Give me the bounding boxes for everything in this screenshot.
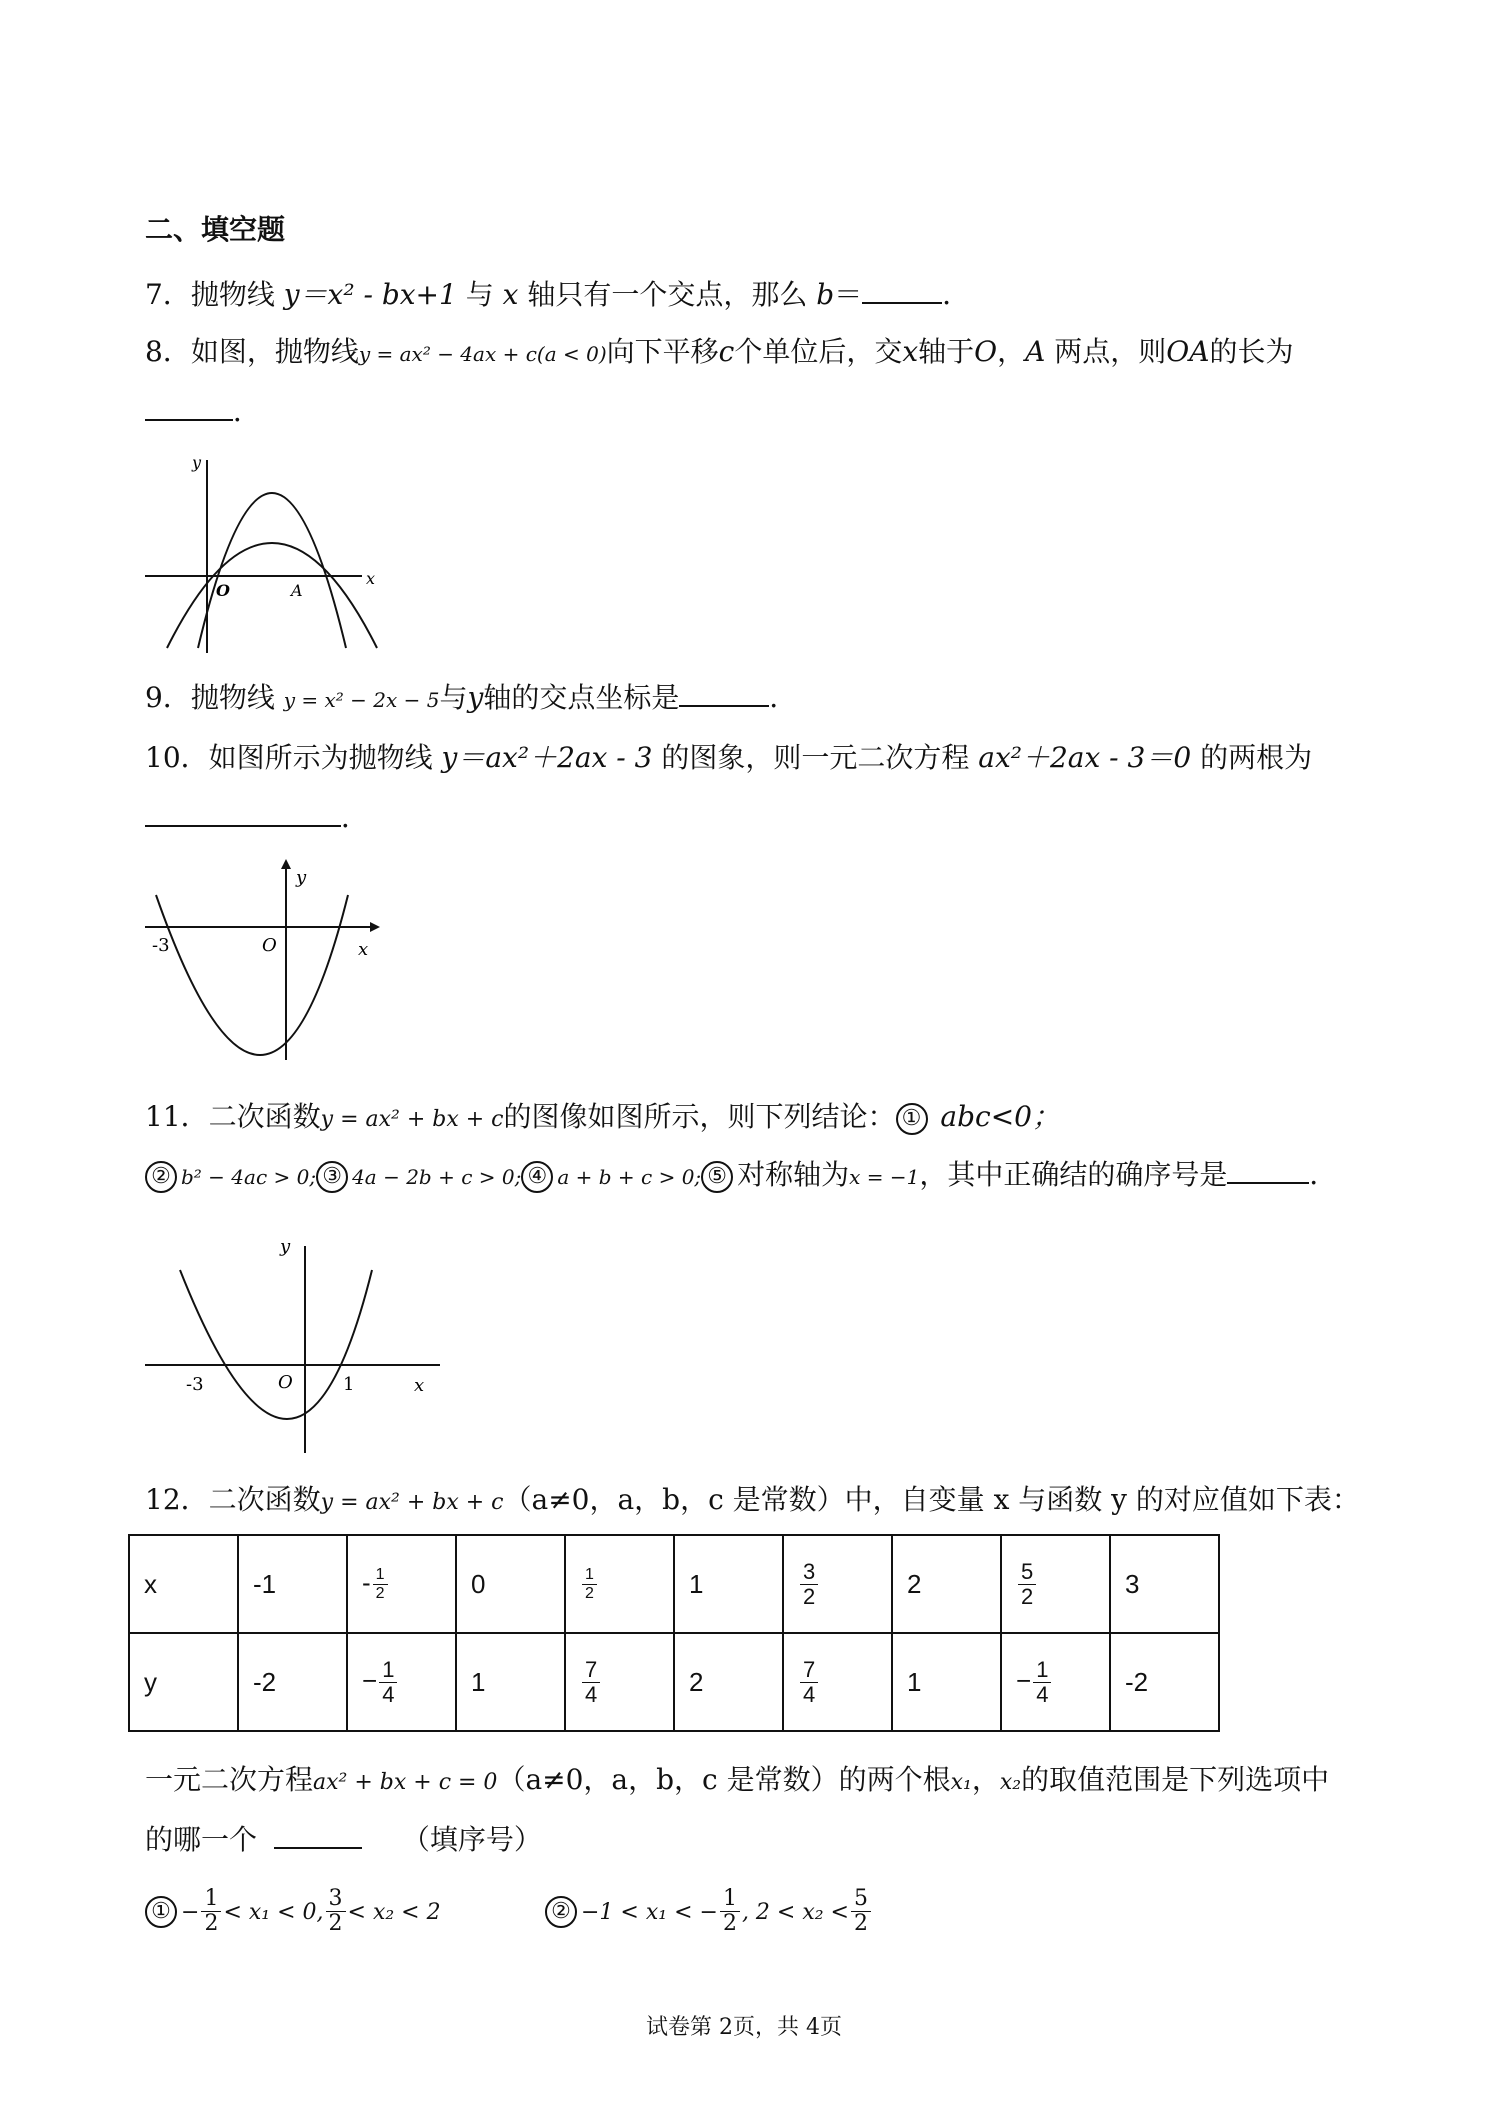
table-cell: -2 xyxy=(1110,1633,1219,1731)
fig11-one-label: 1 xyxy=(343,1374,355,1395)
question-12-continued: 一元二次方程ax² + bx + c = 0（a≠0，a，b，c 是常数）的两个根x₁，x₂的取值范围是下列选项中 xyxy=(145,1763,1330,1796)
fig8-point-a-label: A xyxy=(291,581,303,600)
option-marker: ① xyxy=(145,1896,177,1928)
answer-blank[interactable] xyxy=(1227,1156,1309,1184)
table-cell: − $\frac{1}{4}$ xyxy=(347,1633,456,1731)
question-7: 7．抛物线 y＝x² - bx+1 与 x 轴只有一个交点，那么 b＝ ． xyxy=(145,278,971,311)
table-cell: 3 xyxy=(1110,1535,1219,1633)
fig8-origin-label: O xyxy=(216,581,230,600)
question-8-line2: ． xyxy=(145,392,261,432)
table-cell: − $\frac{1}{4}$ xyxy=(1001,1633,1110,1731)
fig8-x-label: x xyxy=(366,569,376,588)
table-cell: 1 xyxy=(674,1535,783,1633)
answer-blank[interactable] xyxy=(145,393,233,421)
table-cell: - $\frac{1}{2}$ xyxy=(347,1535,456,1633)
question-9: 9．抛物线 y = x² − 2x − 5与y轴的交点坐标是 ． xyxy=(145,681,798,714)
table-cell: 0 xyxy=(456,1535,565,1633)
option-marker: ③ xyxy=(316,1161,348,1193)
question-10-line2: ． xyxy=(145,798,369,838)
table-cell: -2 xyxy=(238,1633,347,1731)
question-11: 11．二次函数y = ax² + bx + c的图像如图所示，则下列结论： ① abc<0； xyxy=(145,1100,1060,1133)
q10-equation: y＝ax²＋2ax - 3 xyxy=(441,741,653,774)
fig10-origin-label: O xyxy=(262,935,277,956)
fig10-neg3-label: -3 xyxy=(152,935,170,956)
value-table xyxy=(128,1534,1220,1732)
option-marker: ④ xyxy=(521,1161,553,1193)
table-cell: 1 xyxy=(892,1633,1001,1731)
answer-blank[interactable] xyxy=(679,679,769,707)
q10-equation-2: ax²＋2ax - 3＝0 xyxy=(978,741,1192,774)
table-cell: 1 xyxy=(456,1633,565,1731)
table-cell: x xyxy=(129,1535,238,1633)
table-row xyxy=(129,1633,1219,1731)
question-8: 8．如图，抛物线y = ax² − 4ax + c(a < 0)向下平移c个单位后，交x轴于O，A 两点，则OA的长为 xyxy=(145,335,1294,368)
q8-equation: y = ax² − 4ax + c(a < 0) xyxy=(358,342,607,366)
q7-number: 7． xyxy=(145,278,191,311)
option-1: ① − $\frac{1}{2}$ < x₁ < 0, $\frac{3}{2}$ < x₂ < 2 xyxy=(145,1882,441,1941)
question-11-line2: ② b² − 4ac > 0; ③ 4a − 2b + c > 0; ④ a + b + c > 0; ⑤ 对称轴为x = −1，其中正确结的确序号是 ． xyxy=(145,1155,1337,1197)
q7-equation: y＝x² - bx+1 xyxy=(283,278,457,311)
fig8-y-label: y xyxy=(192,453,202,472)
table-row xyxy=(129,1535,1219,1633)
answer-blank[interactable] xyxy=(862,276,942,304)
option-marker: ② xyxy=(545,1896,577,1928)
table-cell: $\frac{5}{2}$ xyxy=(1001,1535,1110,1633)
figure-q11-graph xyxy=(140,1228,450,1458)
fig11-x-label: x xyxy=(414,1375,425,1396)
figure-q8-graph xyxy=(140,448,380,658)
page-footer: 试卷第 2页，共 4页 xyxy=(646,2015,842,2040)
q10-number: 10． xyxy=(145,741,209,774)
q11-equation: y = ax² + bx + c xyxy=(320,1107,504,1132)
q12-number: 12． xyxy=(145,1483,209,1516)
question-10: 10．如图所示为抛物线 y＝ax²＋2ax - 3 的图象，则一元二次方程 ax²＋2ax - 3＝0 的两根为 xyxy=(145,741,1313,774)
option-marker: ① xyxy=(896,1103,928,1135)
fig11-origin-label: O xyxy=(278,1372,293,1393)
table-cell: 2 xyxy=(674,1633,783,1731)
table-cell: $\frac{7}{4}$ xyxy=(783,1633,892,1731)
answer-blank[interactable] xyxy=(274,1821,362,1849)
table-cell: y xyxy=(129,1633,238,1731)
figure-q10-graph xyxy=(140,855,390,1070)
q9-equation: y = x² − 2x − 5 xyxy=(283,688,440,712)
answer-blank[interactable] xyxy=(145,799,341,827)
table-cell: $\frac{1}{2}$ xyxy=(565,1535,674,1633)
fig11-neg3-label: -3 xyxy=(186,1374,204,1395)
q12-equation: y = ax² + bx + c xyxy=(320,1490,504,1515)
q8-number: 8． xyxy=(145,335,191,368)
q9-number: 9． xyxy=(145,681,191,714)
option-2: ② −1 < x₁ < − $\frac{1}{2}$ , 2 < x₂ < $\frac{5}{2}$ xyxy=(545,1882,873,1941)
fig11-y-label: y xyxy=(280,1236,291,1257)
fig10-x-label: x xyxy=(358,939,369,960)
fig10-y-label: y xyxy=(296,867,307,888)
question-12-line3: 的哪一个 （填序号） xyxy=(145,1823,542,1856)
table-cell: -1 xyxy=(238,1535,347,1633)
question-12: 12．二次函数y = ax² + bx + c（a≠0，a，b，c 是常数）中，自变量 x 与函数 y 的对应值如下表： xyxy=(145,1483,1360,1516)
table-cell: $\frac{3}{2}$ xyxy=(783,1535,892,1633)
table-cell: $\frac{7}{4}$ xyxy=(565,1633,674,1731)
section-title: 二、填空题 xyxy=(145,213,286,246)
option-marker: ⑤ xyxy=(701,1161,733,1193)
option-marker: ② xyxy=(145,1161,177,1193)
q11-number: 11． xyxy=(145,1100,209,1133)
table-cell: 2 xyxy=(892,1535,1001,1633)
